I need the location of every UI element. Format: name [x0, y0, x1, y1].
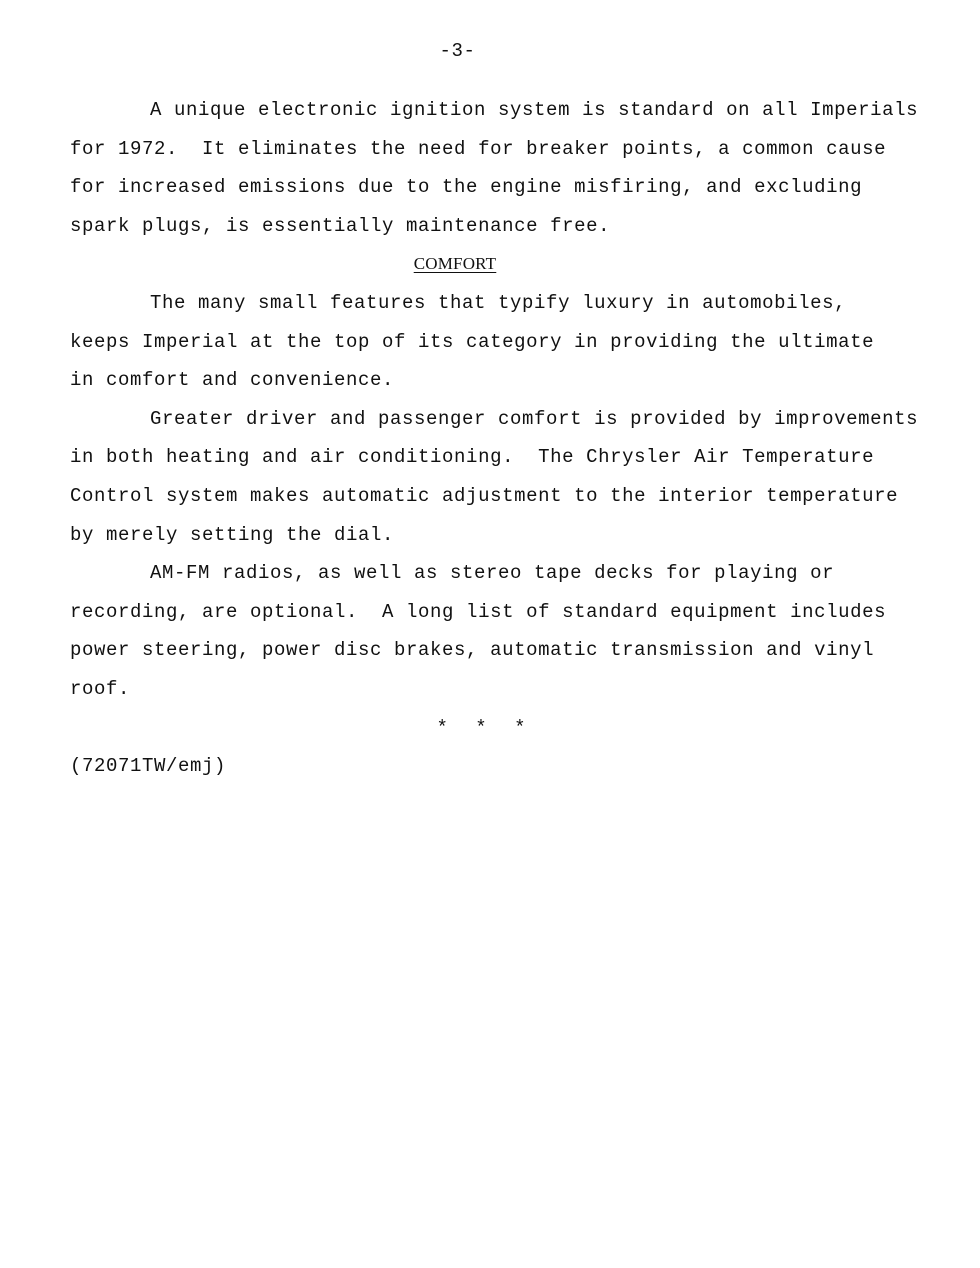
end-mark: * * * — [436, 716, 534, 739]
ignition-paragraph-line: for 1972. It eliminates the need for breaker points, a common cause — [70, 137, 887, 160]
reference-code: (72071TW/emj) — [70, 755, 227, 778]
climate-paragraph-line: Greater driver and passenger comfort is provided by improvements — [150, 407, 919, 430]
ignition-paragraph-line: for increased emissions due to the engine misfiring, and excluding — [70, 176, 863, 199]
climate-paragraph-line: Control system makes automatic adjustment to the interior temperature — [70, 484, 899, 507]
ignition-paragraph-line: A unique electronic ignition system is standard on all Imperials — [150, 99, 919, 121]
equipment-paragraph-line: recording, are optional. A long list of standard equipment includes — [70, 600, 887, 623]
ignition-paragraph-line: spark plugs, is essentially maintenance free. — [70, 214, 611, 237]
equipment-paragraph-line: roof. — [70, 677, 131, 700]
features-paragraph-line: The many small features that typify luxury in automobiles, — [150, 291, 847, 314]
equipment-paragraph-line: power steering, power disc brakes, automatic transmission and vinyl — [70, 639, 875, 662]
features-paragraph-line: in comfort and convenience. — [70, 369, 395, 392]
climate-paragraph-line: in both heating and air conditioning. The Chrysler Air Temperature — [70, 446, 875, 469]
features-paragraph-line: keeps Imperial at the top of its category in providing the ultimate — [70, 330, 875, 353]
section-heading-text: COMFORT — [413, 254, 497, 274]
body-text — [70, 91, 919, 786]
page-number: -3- — [439, 40, 476, 62]
section-heading — [70, 245, 910, 284]
climate-paragraph-line: by merely setting the dial. — [70, 523, 395, 546]
equipment-paragraph-line: AM-FM radios, as well as stereo tape decks for playing or — [150, 562, 835, 585]
